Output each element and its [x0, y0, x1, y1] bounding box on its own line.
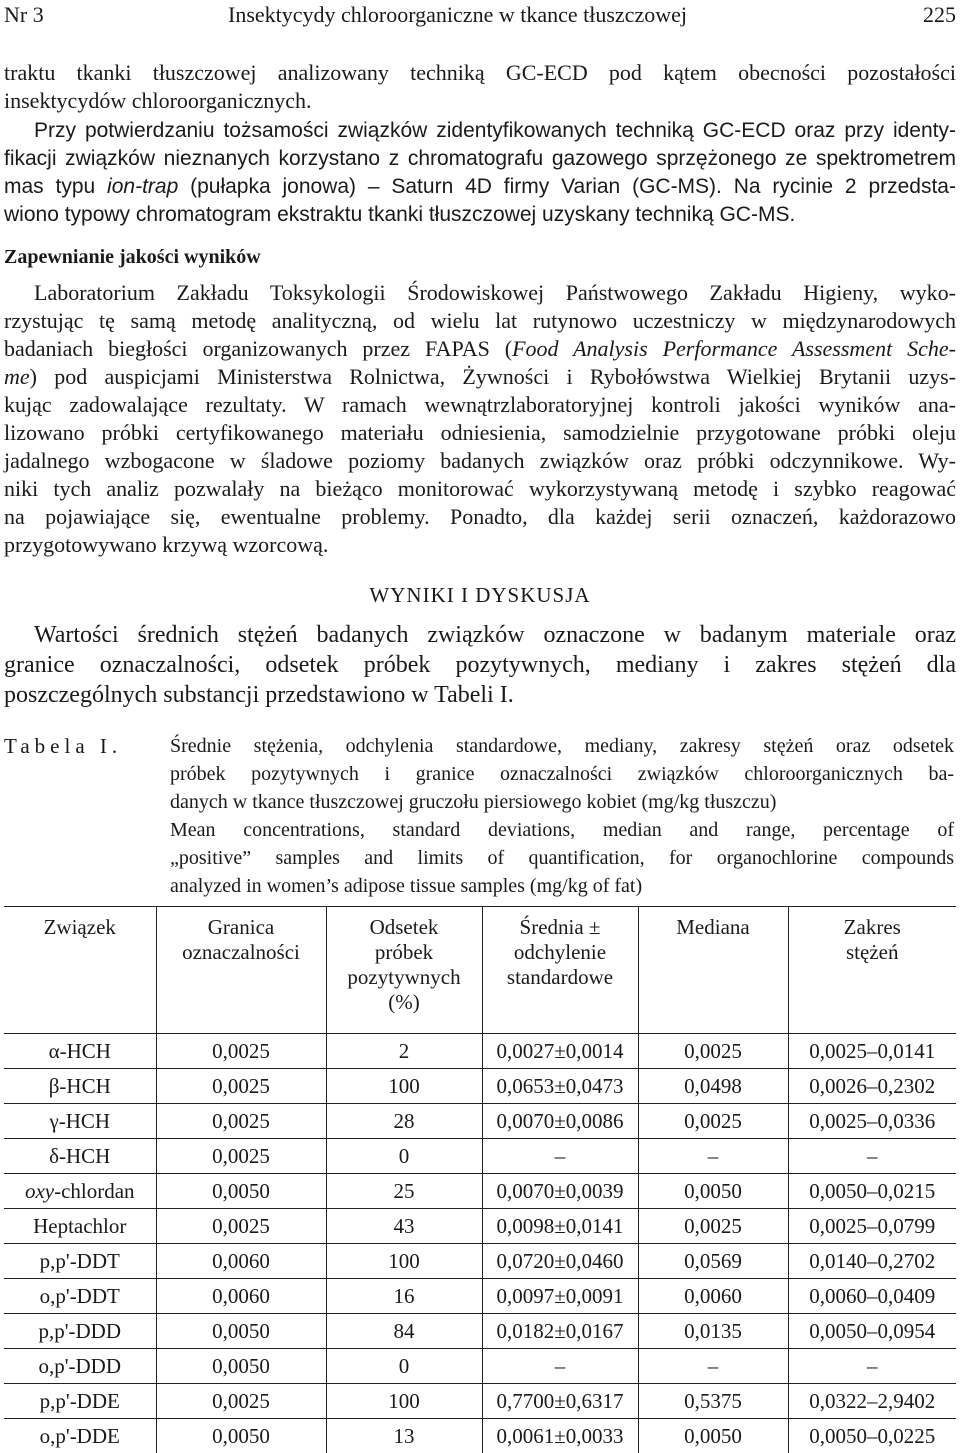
column-header: Odsetek próbek pozytywnych (%) — [326, 907, 482, 1034]
running-header — [0, 2, 960, 30]
compound-name: p,p'-DDE — [40, 1389, 120, 1413]
table-cell: 0,0050 — [638, 1174, 788, 1209]
table-cell: – — [788, 1139, 956, 1174]
caption-line: Średnie stężenia, odchylenia standardowe, mediany, zakresy stężeń oraz odsetek — [170, 732, 954, 760]
paragraph-line: niki tych analiz pozwalały na bieżąco monitorować wykorzystywaną metodę i szybko reagować — [4, 476, 956, 502]
table-cell: 0 — [326, 1349, 482, 1384]
table-cell: – — [638, 1349, 788, 1384]
table-row — [4, 1244, 956, 1279]
table-cell: 84 — [326, 1314, 482, 1349]
paragraph-line: jadalnego wzbogacone w śladowe poziomy badanych związków oraz próbki odczynnikowe. Wy- — [4, 448, 956, 474]
paragraph-line: fikacji związków nieznanych korzystano z chromatografu gazowego sprzężonego ze spektrometrem — [4, 146, 956, 172]
table-cell: 0,0050 — [156, 1174, 326, 1209]
table-cell: 0 — [326, 1139, 482, 1174]
table-row — [4, 1209, 956, 1244]
table-row — [4, 1279, 956, 1314]
table-row — [4, 1104, 956, 1139]
table-cell: 0,0050–0,0225 — [788, 1419, 956, 1453]
table-cell: 13 — [326, 1419, 482, 1453]
paragraph-line: granice oznaczalności, odsetek próbek pozytywnych, mediany i zakres stężeń dla — [4, 650, 956, 680]
paragraph-line: traktu tkanki tłuszczowej analizowany techniką GC-ECD pod kątem obecności pozostałości — [4, 60, 956, 86]
caption-line: danych w tkance tłuszczowej gruczołu piersiowego kobiet (mg/kg tłuszczu) — [170, 788, 954, 816]
subheading: Zapewnianie jakości wyników — [4, 246, 261, 269]
table-cell: 100 — [326, 1244, 482, 1279]
compound-name: Heptachlor — [33, 1214, 126, 1238]
compound-cell — [4, 1384, 156, 1419]
compound-cell — [4, 1209, 156, 1244]
running-title: Insektycydy chloroorganiczne w tkance tłuszczowej — [228, 2, 687, 28]
table-cell: 0,0025–0,0141 — [788, 1034, 956, 1069]
table-cell: 0,0025 — [156, 1069, 326, 1104]
table-body — [4, 1034, 956, 1453]
table-cell: 0,0098±0,0141 — [482, 1209, 638, 1244]
table-cell: – — [482, 1349, 638, 1384]
table-row — [4, 1419, 956, 1453]
table-cell: 43 — [326, 1209, 482, 1244]
table-cell: 0,0050 — [156, 1349, 326, 1384]
table-cell: 0,0025 — [638, 1034, 788, 1069]
compound-name: o,p'-DDE — [40, 1424, 120, 1448]
compound-name: β-HCH — [49, 1074, 111, 1098]
table-cell: 0,0097±0,0091 — [482, 1279, 638, 1314]
paragraph-line: Przy potwierdzaniu tożsamości związków zidentyfikowanych techniką GC-ECD oraz przy identy- — [34, 118, 956, 144]
table-cell: 0,0050 — [156, 1419, 326, 1453]
compound-cell — [4, 1314, 156, 1349]
compound-name: γ-HCH — [49, 1109, 110, 1133]
paragraph-line: badaniach biegłości organizowanych przez FAPAS (Food Analysis Performance Assessment Sche- — [4, 336, 956, 362]
table-cell: 0,0322–2,9402 — [788, 1384, 956, 1419]
table-cell: 0,0498 — [638, 1069, 788, 1104]
table-cell: 0,0025–0,0336 — [788, 1104, 956, 1139]
table-cell: 0,0653±0,0473 — [482, 1069, 638, 1104]
table-cell: 0,0720±0,0460 — [482, 1244, 638, 1279]
table-cell: 0,0140–0,2702 — [788, 1244, 956, 1279]
paragraph-line: mas typu ion-trap (pułapka jonowa) – Saturn 4D firmy Varian (GC-MS). Na rycinie 2 przedsta- — [4, 174, 956, 200]
table-cell: 0,0026–0,2302 — [788, 1069, 956, 1104]
compound-name: p,p'-DDT — [40, 1249, 120, 1273]
compound-cell — [4, 1244, 156, 1279]
paragraph-line: na pojawiające się, ewentualne problemy. Ponadto, dla każdej serii oznaczeń, każdorazowo — [4, 504, 956, 530]
compound-cell — [4, 1069, 156, 1104]
paragraph-line: rzystując tę samą metodę analityczną, od wielu lat rutynowo uczestniczy w międzynarodowych — [4, 308, 956, 334]
caption-line: próbek pozytywnych i granice oznaczalności związków chloroorganicznych ba- — [170, 760, 954, 788]
compound-cell — [4, 1419, 156, 1453]
table-cell: – — [788, 1349, 956, 1384]
table-cell: 0,0025–0,0799 — [788, 1209, 956, 1244]
table-header-row — [4, 907, 956, 1034]
paragraph-line: poszczególnych substancji przedstawiono w Tabeli I. — [4, 680, 956, 710]
compound-cell — [4, 1174, 156, 1209]
table-row — [4, 1384, 956, 1419]
table-cell: 0,0050–0,0215 — [788, 1174, 956, 1209]
column-header: Mediana — [638, 907, 788, 1034]
table-cell: 0,0060 — [638, 1279, 788, 1314]
table-cell: 0,0025 — [156, 1384, 326, 1419]
table-cell: 0,0050 — [156, 1314, 326, 1349]
column-header: Średnia ± odchylenie standardowe — [482, 907, 638, 1034]
paragraph-line: lizowano próbki certyfikowanego materiału odniesienia, samodzielnie przygotowane próbki oleju — [4, 420, 956, 446]
compound-name: δ-HCH — [49, 1144, 110, 1168]
column-header: Granica oznaczalności — [156, 907, 326, 1034]
compound-cell — [4, 1139, 156, 1174]
compound-name: -chlordan — [54, 1179, 134, 1203]
table-cell: 0,0569 — [638, 1244, 788, 1279]
table-row — [4, 1034, 956, 1069]
column-header: Zakres stężeń — [788, 907, 956, 1034]
table-cell: 0,0025 — [638, 1209, 788, 1244]
compound-cell — [4, 1104, 156, 1139]
table-cell: 0,5375 — [638, 1384, 788, 1419]
table-cell: 2 — [326, 1034, 482, 1069]
compound-prefix: oxy — [25, 1179, 54, 1203]
paragraph-line: Laboratorium Zakładu Toksykologii Środowiskowej Państwowego Zakładu Higieny, wyko- — [34, 280, 956, 306]
caption-line: „positive” samples and limits of quantification, for organochlorine compounds — [170, 844, 954, 872]
compound-cell — [4, 1349, 156, 1384]
paragraph-line: me) pod auspicjami Ministerstwa Rolnictwa, Żywności i Rybołówstwa Wielkiej Brytanii uzys- — [4, 364, 956, 390]
caption-line: analyzed in women’s adipose tissue samples (mg/kg of fat) — [170, 872, 954, 900]
table-row — [4, 1069, 956, 1104]
paragraph-line: przygotowywano krzywą wzorcową. — [4, 532, 328, 558]
results-table — [4, 906, 956, 1453]
table-cell: 0,0135 — [638, 1314, 788, 1349]
table-cell: 0,7700±0,6317 — [482, 1384, 638, 1419]
table-cell: 28 — [326, 1104, 482, 1139]
compound-name: o,p'-DDD — [38, 1354, 121, 1378]
compound-cell — [4, 1034, 156, 1069]
compound-name: o,p'-DDT — [40, 1284, 120, 1308]
table-cell: 0,0070±0,0039 — [482, 1174, 638, 1209]
issue-number: Nr 3 — [4, 2, 44, 28]
compound-name: α-HCH — [49, 1039, 111, 1063]
table-row — [4, 1314, 956, 1349]
table-cell: 0,0027±0,0014 — [482, 1034, 638, 1069]
paragraph-line: Wartości średnich stężeń badanych związków oznaczone w badanym materiale oraz — [34, 620, 956, 650]
table-cell: 0,0050–0,0954 — [788, 1314, 956, 1349]
section-title: WYNIKI I DYSKUSJA — [0, 583, 960, 608]
table-cell: 0,0050 — [638, 1419, 788, 1453]
compound-cell — [4, 1279, 156, 1314]
table-cell: 0,0025 — [156, 1104, 326, 1139]
table-row — [4, 1349, 956, 1384]
table-cell: 0,0070±0,0086 — [482, 1104, 638, 1139]
table-cell: 100 — [326, 1384, 482, 1419]
page-number: 225 — [923, 2, 956, 28]
table-cell: 100 — [326, 1069, 482, 1104]
paragraph-line: wiono typowy chromatogram ekstraktu tkanki tłuszczowej uzyskany techniką GC-MS. — [4, 202, 795, 228]
table-cell: 0,0025 — [156, 1034, 326, 1069]
table-cell: – — [482, 1139, 638, 1174]
table-cell: 0,0060 — [156, 1279, 326, 1314]
column-header: Związek — [4, 907, 156, 1034]
caption-line: Mean concentrations, standard deviations, median and range, percentage of — [170, 816, 954, 844]
table-row — [4, 1139, 956, 1174]
compound-name: p,p'-DDD — [38, 1319, 121, 1343]
table-row — [4, 1174, 956, 1209]
table-cell: 0,0025 — [156, 1139, 326, 1174]
paragraph-line: insektycydów chloroorganicznych. — [4, 88, 312, 114]
table-cell: 0,0025 — [156, 1209, 326, 1244]
table-cell: – — [638, 1139, 788, 1174]
table-cell: 16 — [326, 1279, 482, 1314]
paragraph-line: kując zadowalające rezultaty. W ramach wewnątrzlaboratoryjnej kontroli jakości wyników ana- — [4, 392, 956, 418]
table-label: Tabela I. — [4, 734, 122, 759]
table-cell: 0,0060–0,0409 — [788, 1279, 956, 1314]
table-cell: 0,0182±0,0167 — [482, 1314, 638, 1349]
table-cell: 0,0060 — [156, 1244, 326, 1279]
table-cell: 25 — [326, 1174, 482, 1209]
table-cell: 0,0025 — [638, 1104, 788, 1139]
table-cell: 0,0061±0,0033 — [482, 1419, 638, 1453]
